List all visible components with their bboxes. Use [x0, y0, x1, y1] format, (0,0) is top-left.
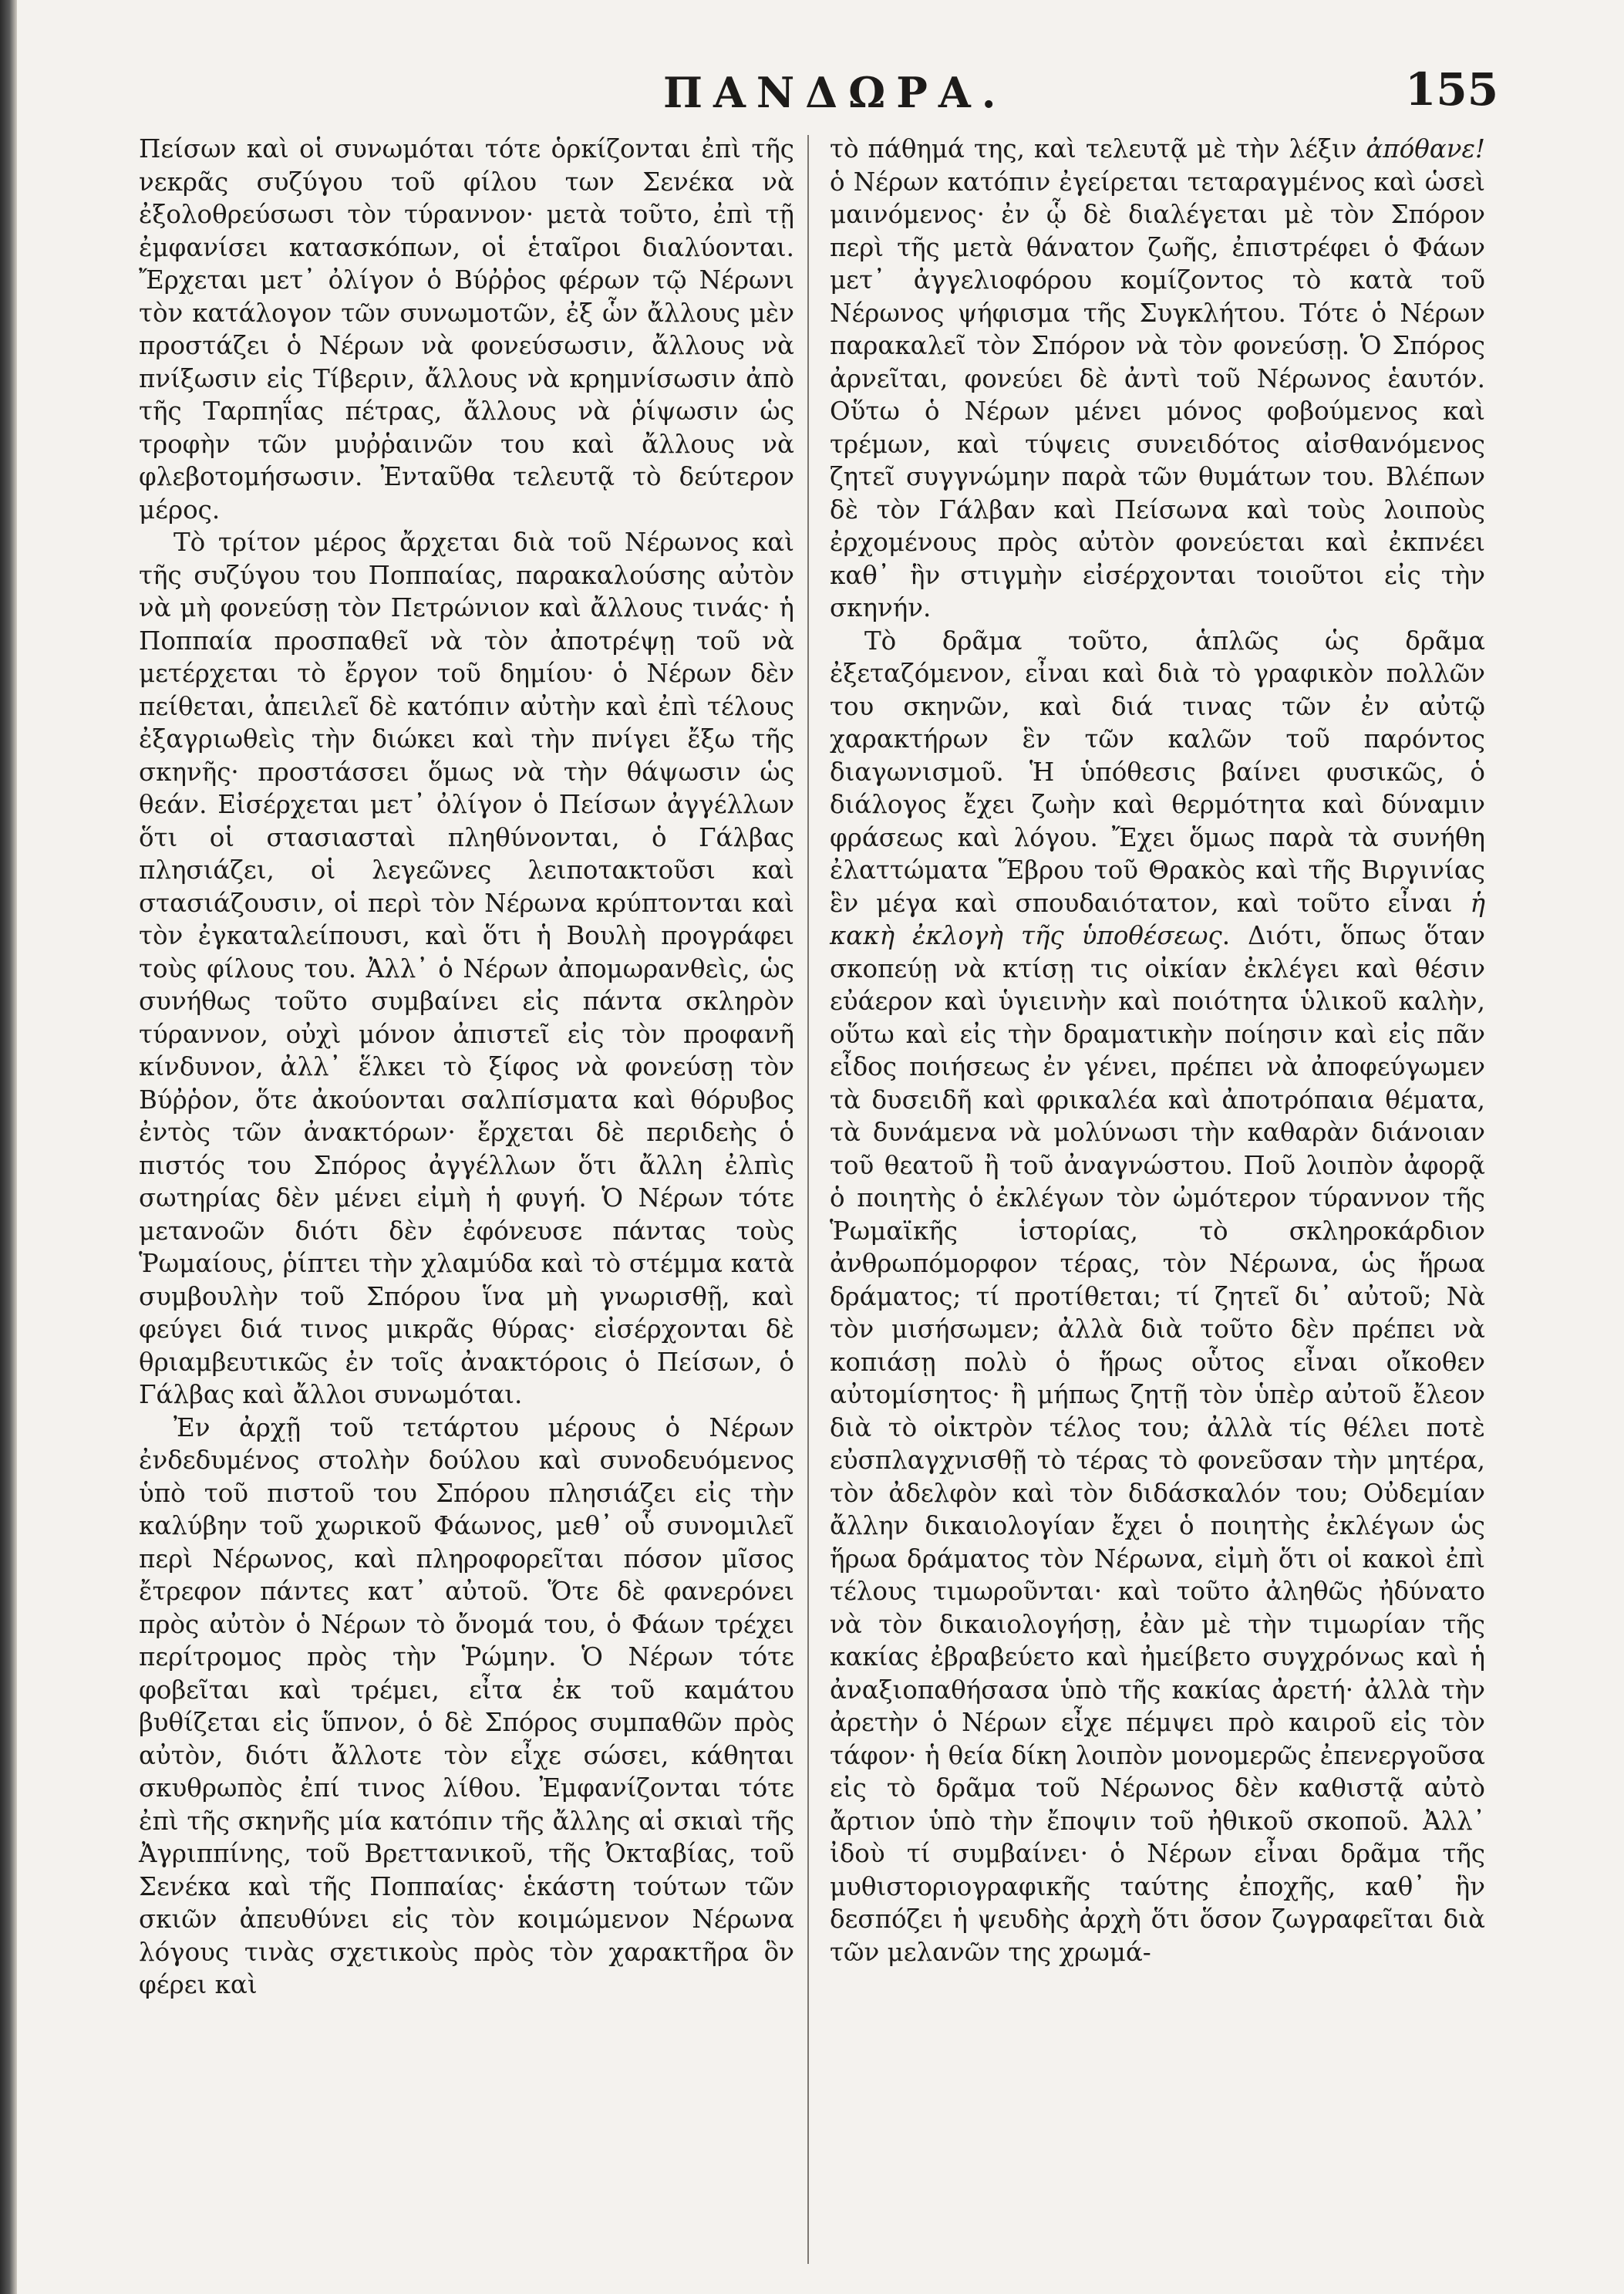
page-number: 155: [1405, 63, 1499, 116]
right-paragraph-2-end: . Διότι, ὅπως ὅταν σκοπεύῃ νὰ κτίσῃ τις οἰκίαν ἐκλέγει καὶ θέσιν εὐάερον καὶ ὑγιεινὴν καὶ ποιότητα ὑλικοῦ καλὴν, οὕτω καὶ εἰς τὴν δραματικὴν ποίησιν καὶ εἰς πᾶν εἶδος ποιήσεως ἐν γένει, πρέπει νὰ ἀποφεύγωμεν τὰ δυσειδῆ καὶ φρικαλέα καὶ ἀποτρόπαια θέματα, τὰ δυνάμενα νὰ μολύνωσι τὴν καθαρὰν διάνοιαν τοῦ θεατοῦ ἢ τοῦ ἀναγνώστου. Ποῦ λοιπὸν ἀφορᾷ ὁ ποιητὴς ὁ ἐκλέγων τὸν ὠμότερον τύραννον τῆς Ῥωμαϊκῆς ἱστορίας, τὸ σκληροκάρδιον ἀνθρωπόμορφον τέρας, τὸν Νέρωνα, ὡς ἥρωα δράματος; τί προτίθεται; τί ζητεῖ δι᾽ αὐτοῦ; Νὰ τὸν μισήσωμεν; ἀλλὰ διὰ τοῦτο δὲν πρέπει νὰ κοπιάσῃ πολὺ ὁ ἥρως οὗτος εἶναι οἴκοθεν αὐτομίσητος· ἢ μήπως ζητῇ τὸν ὑπὲρ αὐτοῦ ἔλεον διὰ τὸ οἰκτρὸν τέλος του; ἀλλὰ τίς θέλει ποτὲ εὐσπλαγχνισθῇ τὸ τέρας τὸ φονεῦσαν τὴν μητέρα, τὸν ἀδελφὸν καὶ τὸν διδάσκαλόν του; Οὐδεμίαν ἄλλην δικαιολογίαν ἔχει ὁ ποιητὴς ἐκλέγων ὡς ἥρωα δράματος τὸν Νέρωνα, εἰμὴ ὅτι οἱ κακοὶ ἐπὶ τέλους τιμωροῦνται· καὶ τοῦτο ἀληθῶς ἠδύνατο νὰ τὸν δικαιολογήσῃ, ἐὰν μὲ τὴν τιμωρίαν τῆς κακίας ἐβραβεύετο καὶ ἠμείβετο συγχρόνως καὶ ἡ ἀναξιοπαθήσασα ὑπὸ τῆς κακίας ἀρετή· ἀλλὰ τὴν ἀρετὴν ὁ Νέρων εἶχε πέμψει πρὸ καιροῦ εἰς τὸν τάφον· ἡ θεία δίκη λοιπὸν μονομερῶς ἐπενεργοῦσα εἰς τὸ δρᾶμα τοῦ Νέρωνος δὲν καθιστᾷ αὐτὸ ἄρτιον ὑπὸ τὴν ἔποψιν τοῦ ἠθικοῦ σκοποῦ. Ἀλλ᾽ ἰδοὺ τί συμβαίνει· ὁ Νέρων εἶναι δρᾶμα τῆς μυθιστοριογραφικῆς ταύτης ἐποχῆς, καθ᾽ ἣν δεσπόζει ἡ ψευδὴς ἀρχὴ ὅτι ὅσον ζωγραφεῖται διὰ τῶν μελανῶν της χρωμά-: [830, 921, 1485, 1967]
right-paragraph-1-start: τὸ πάθημά της, καὶ τελευτᾷ μὲ τὴν λέξιν: [830, 134, 1366, 164]
right-paragraph-1-end: ὁ Νέρων κατόπιν ἐγείρεται τεταραγμένος καὶ ὡσεὶ μαινόμενος· ἐν ᾧ δὲ διαλέγεται μὲ τὸν Σπόρον περὶ τῆς μετὰ θάνατον ζωῆς, ἐπιστρέφει ὁ Φάων μετ᾽ ἀγγελιοφόρου κομίζοντος τὸ κατὰ τοῦ Νέρωνος ψήφισμα τῆς Συγκλήτου. Τότε ὁ Νέρων παρακαλεῖ τὸν Σπόρον νὰ τὸν φονεύσῃ. Ὁ Σπόρος ἀρνεῖται, φονεύει δὲ ἀντὶ τοῦ Νέρωνος ἑαυτόν. Οὕτω ὁ Νέρων μένει μόνος φοβούμενος καὶ τρέμων, καὶ τύψεις συνειδότος αἰσθανόμενος ζητεῖ συγγνώμην παρὰ τῶν θυμάτων του. Βλέπων δὲ τὸν Γάλβαν καὶ Πείσωνα καὶ τοὺς λοιποὺς ἐρχομένους πρὸς αὐτὸν φονεύεται καὶ ἐκπνέει καθ᾽ ἣν στιγμὴν εἰσέρχονται τοιοῦτοι εἰς τὴν σκηνήν.: [830, 167, 1485, 622]
right-column: [830, 133, 1485, 1968]
right-paragraph-2: [830, 625, 1485, 1969]
left-paragraph-2: Τὸ τρίτον μέρος ἄρχεται διὰ τοῦ Νέρωνος καὶ τῆς συζύγου του Ποππαίας, παρακαλούσης αὐτὸν νὰ μὴ φονεύσῃ τὸν Πετρώνιον καὶ ἄλλους τινάς· ἡ Ποππαία προσπαθεῖ νὰ τὸν ἀποτρέψῃ τοῦ νὰ μετέρχεται τὸ ἔργον τοῦ δημίου· ὁ Νέρων δὲν πείθεται, ἀπειλεῖ δὲ κατόπιν αὐτὴν καὶ ἐπὶ τέλους ἐξαγριωθεὶς τὴν διώκει καὶ τὴν πνίγει ἔξω τῆς σκηνῆς· προστάσσει ὅμως νὰ τὴν θάψωσιν ὡς θεάν. Εἰσέρχεται μετ᾽ ὀλίγον ὁ Πείσων ἀγγέλλων ὅτι οἱ στασιασταὶ πληθύνονται, ὁ Γάλβας πλησιάζει, οἱ λεγεῶνες λειποτακτοῦσι καὶ στασιάζουσιν, οἱ περὶ τὸν Νέρωνα κρύπτονται καὶ τὸν ἐγκαταλείπουσι, καὶ ὅτι ἡ Βουλὴ προγράφει τοὺς φίλους του. Ἀλλ᾽ ὁ Νέρων ἀπομωρανθεὶς, ὡς συνήθως τοῦτο συμβαίνει εἰς πάντα σκληρὸν τύραννον, οὐχὶ μόνον ἀπιστεῖ εἰς τὸν προφανῆ κίνδυνον, ἀλλ᾽ ἕλκει τὸ ξίφος νὰ φονεύσῃ τὸν Βύῤῥον, ὅτε ἀκούονται σαλπίσματα καὶ θόρυβος ἐντὸς τῶν ἀνακτόρων· ἔρχεται δὲ περιδεὴς ὁ πιστός του Σπόρος ἀγγέλλων ὅτι ἄλλη ἐλπὶς σωτηρίας δὲν μένει εἰμὴ ἡ φυγή. Ὁ Νέρων τότε μετανοῶν διότι δὲν ἐφόνευσε πάντας τοὺς Ῥωμαίους, ῥίπτει τὴν χλαμύδα καὶ τὸ στέμμα κατὰ συμβουλὴν τοῦ Σπόρου ἵνα μὴ γνωρισθῇ, καὶ φεύγει διά τινος μικρᾶς θύρας· εἰσέρχονται δὲ θριαμβευτικῶς ἐν τοῖς ἀνακτόροις ὁ Πείσων, ὁ Γάλβας καὶ ἄλλοι συνωμόται.: [139, 528, 794, 1409]
book-binding-shadow: [0, 0, 17, 2294]
italic-phrase: ἡ κακὴ ἐκλογὴ τῆς ὑποθέσεως: [830, 888, 1485, 950]
right-paragraph-2-start: Τὸ δρᾶμα τοῦτο, ἁπλῶς ὡς δρᾶμα ἐξεταζόμενον, εἶναι καὶ διὰ τὸ γραφικὸν πολλῶν του σκηνῶν, καὶ διά τινας τῶν ἐν αὐτῷ χαρακτήρων ἓν τῶν καλῶν τοῦ παρόντος διαγωνισμοῦ. Ἡ ὑπόθεσις βαίνει φυσικῶς, ὁ διάλογος ἔχει ζωὴν καὶ θερμότητα καὶ δύναμιν φράσεως καὶ λόγου. Ἔχει ὅμως παρὰ τὰ συνήθη ἐλαττώματα Ἕβρου τοῦ Θρακὸς καὶ τῆς Βιργινίας ἓν μέγα καὶ σπουδαιότατον, καὶ τοῦτο εἶναι: [830, 626, 1485, 918]
left-column: [139, 133, 794, 2002]
running-header-title: ΠΑΝΔΩΡΑ.: [663, 68, 1007, 117]
column-divider: [807, 135, 809, 2264]
right-paragraph-1: [830, 133, 1485, 625]
left-paragraph-3: Ἐν ἀρχῇ τοῦ τετάρτου μέρους ὁ Νέρων ἐνδεδυμένος στολὴν δούλου καὶ συνοδευόμενος ὑπὸ τοῦ πιστοῦ του Σπόρου πλησιάζει εἰς τὴν καλύβην τοῦ χωρικοῦ Φάωνος, μεθ᾽ οὗ συνομιλεῖ περὶ Νέρωνος, καὶ πληροφορεῖται πόσον μῖσος ἔτρεφον πάντες κατ᾽ αὐτοῦ. Ὅτε δὲ φανερόνει πρὸς αὐτὸν ὁ Νέρων τὸ ὄνομά του, ὁ Φάων τρέχει περίτρομος πρὸς τὴν Ῥώμην. Ὁ Νέρων τότε φοβεῖται καὶ τρέμει, εἶτα ἐκ τοῦ καμάτου βυθίζεται εἰς ὕπνον, ὁ δὲ Σπόρος συμπαθῶν πρὸς αὐτὸν, διότι ἄλλοτε τὸν εἶχε σώσει, κάθηται σκυθρωπὸς ἐπί τινος λίθου. Ἐμφανίζονται τότε ἐπὶ τῆς σκηνῆς μία κατόπιν τῆς ἄλλης αἱ σκιαὶ τῆς Ἀγριππίνης, τοῦ Βρεττανικοῦ, τῆς Ὀκταβίας, τοῦ Σενέκα καὶ τῆς Ποππαίας· ἑκάστη τούτων τῶν σκιῶν ἀπευθύνει εἰς τὸν κοιμώμενον Νέρωνα λόγους τινὰς σχετικοὺς πρὸς τὸν χαρακτῆρα ὃν φέρει καὶ: [139, 1412, 794, 1999]
left-paragraph-1: Πείσων καὶ οἱ συνωμόται τότε ὁρκίζονται ἐπὶ τῆς νεκρᾶς συζύγου τοῦ φίλου των Σενέκα νὰ ἐξολοθρεύσωσι τὸν τύραννον· μετὰ τοῦτο, ἐπὶ τῇ ἐμφανίσει κατασκόπων, οἱ ἑταῖροι διαλύονται. Ἔρχεται μετ᾽ ὀλίγον ὁ Βύῤῥος φέρων τῷ Νέρωνι τὸν κατάλογον τῶν συνωμοτῶν, ἐξ ὧν ἄλλους μὲν προστάζει ὁ Νέρων νὰ φονεύσωσιν, ἄλλους νὰ πνίξωσιν εἰς Τίβεριν, ἄλλους νὰ κρημνίσωσιν ἀπὸ τῆς Ταρπηΐας πέτρας, ἄλλους νὰ ῥίψωσιν ὡς τροφὴν τῶν μυῤῥαινῶν του καὶ ἄλλους νὰ φλεβοτομήσωσιν. Ἐνταῦθα τελευτᾷ τὸ δεύτερον μέρος.: [139, 134, 794, 525]
italic-word: ἀπόθανε!: [1366, 134, 1485, 164]
